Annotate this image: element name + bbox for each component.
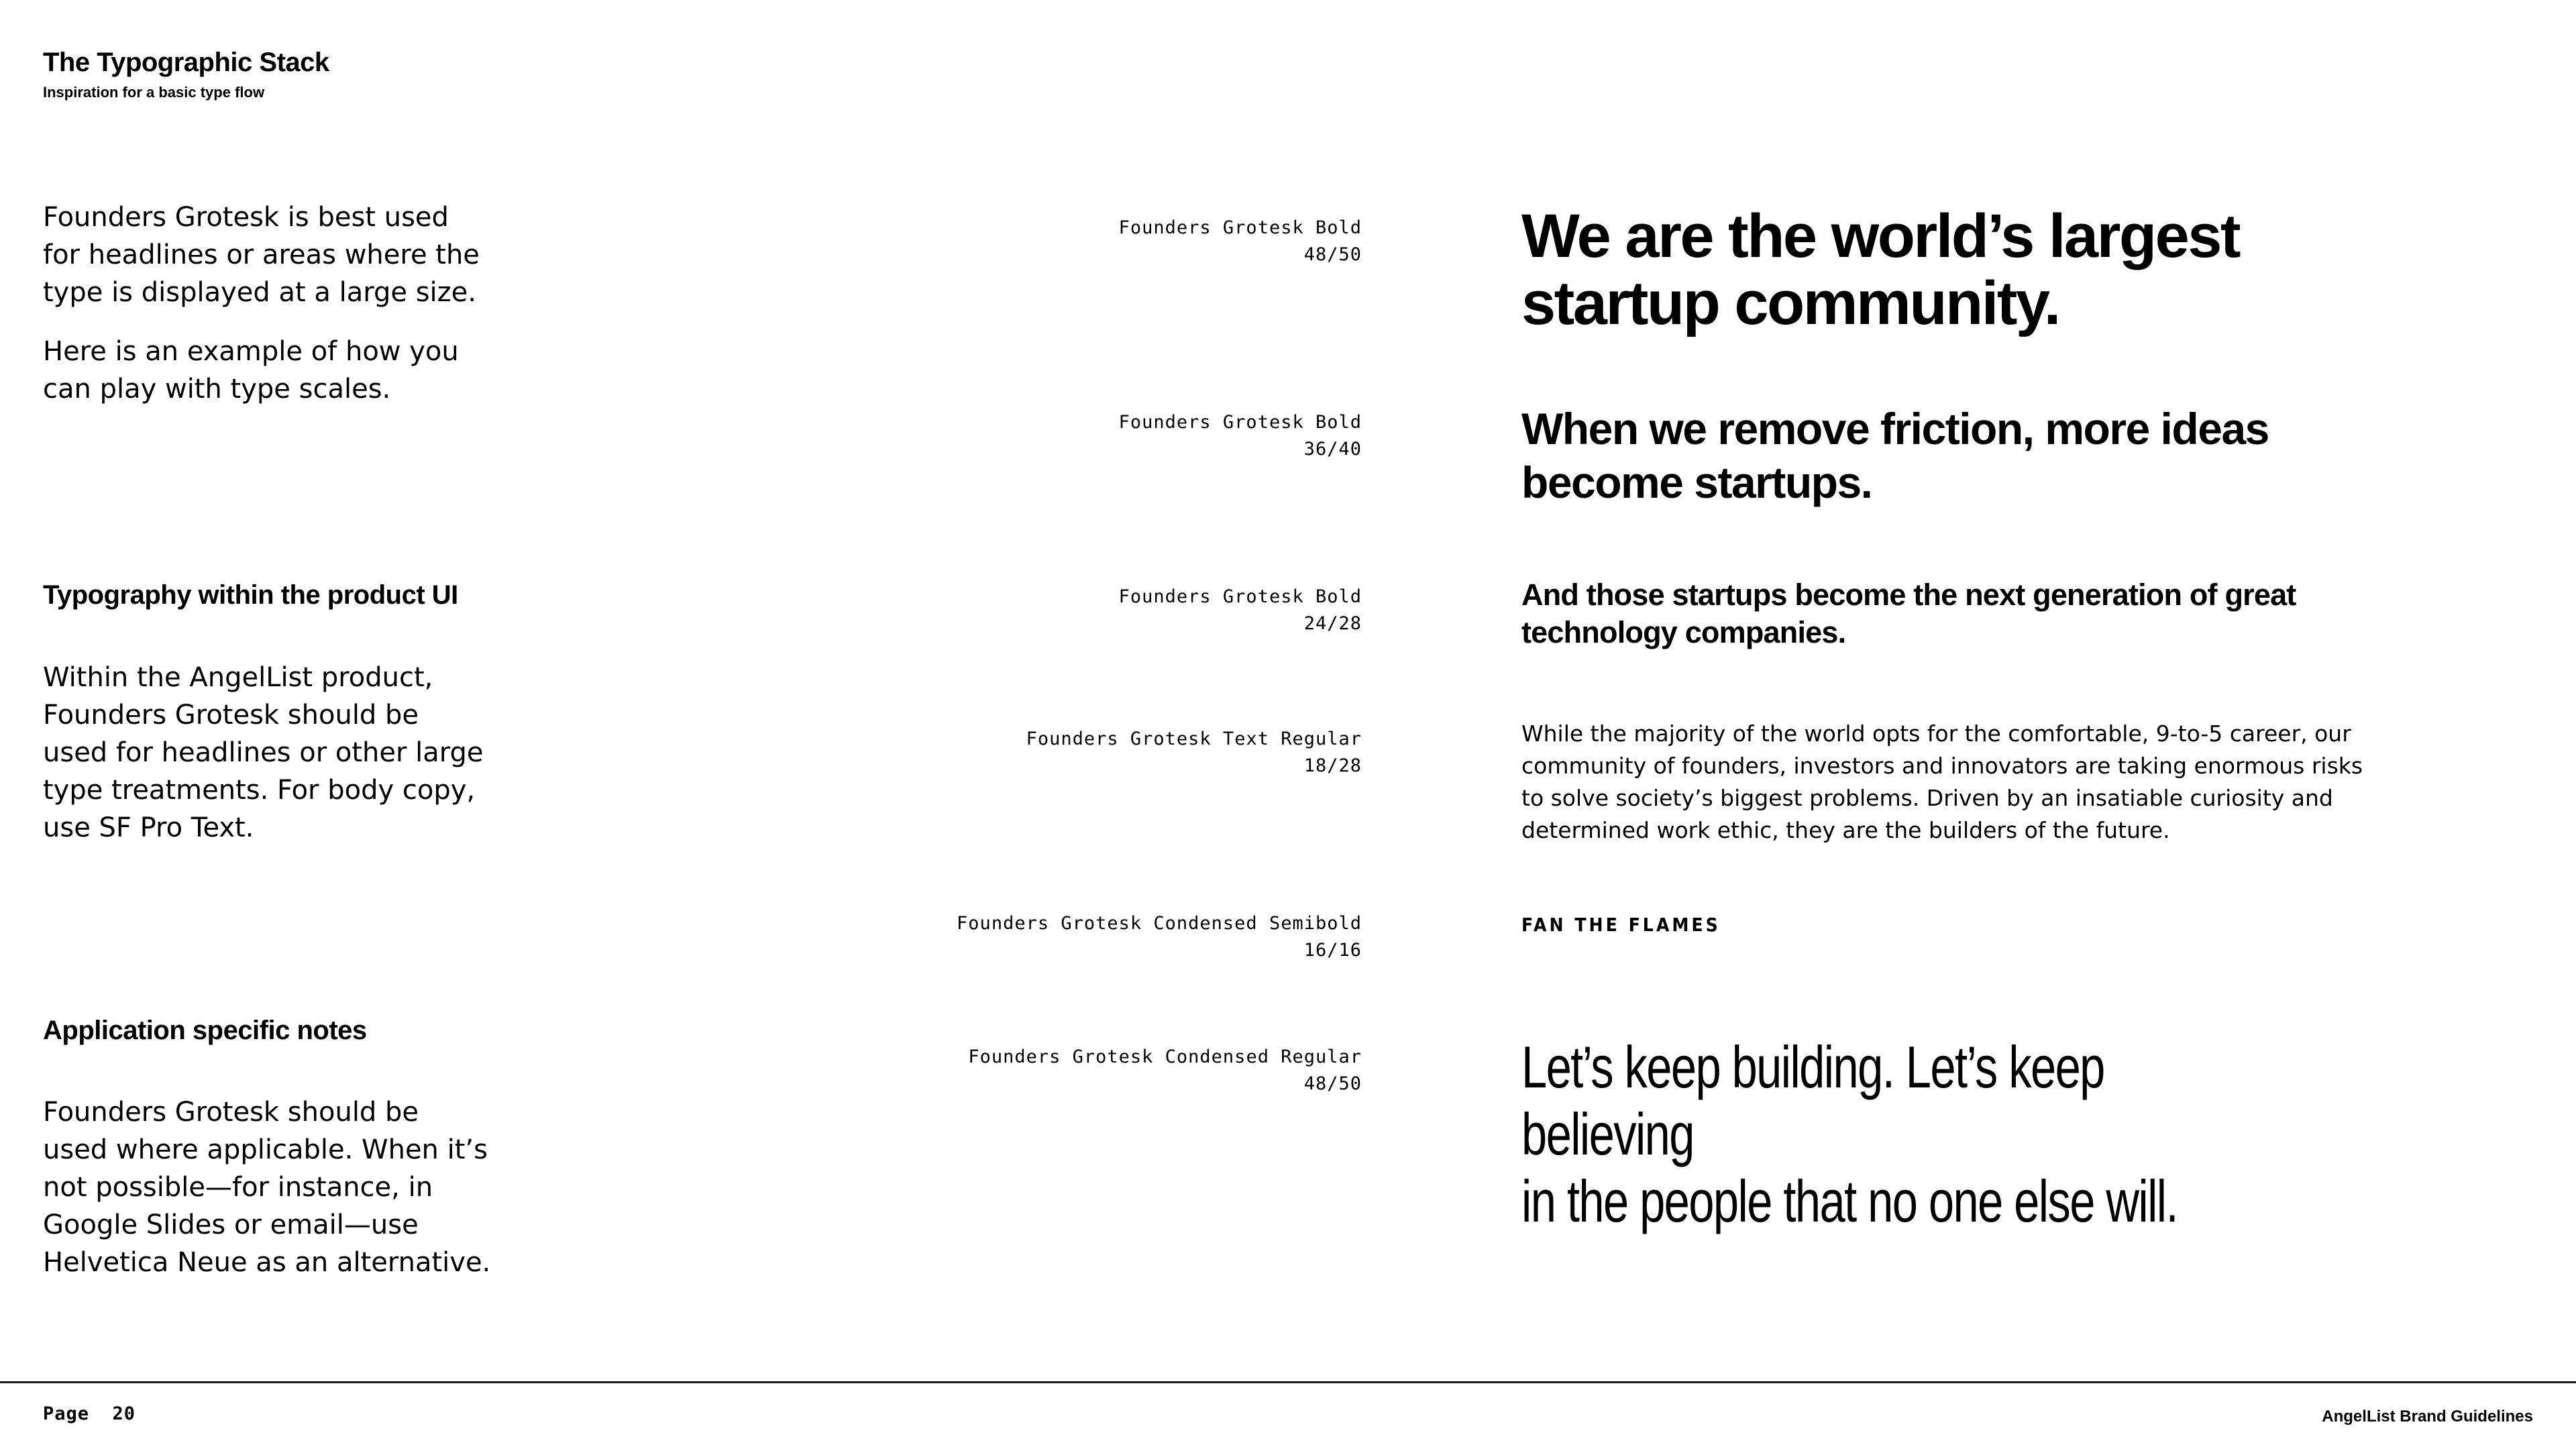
product-ui-body: Within the AngelList product, Founders Grotesk should be used for headlines or other large type treatments. For body copy, use SF Pro Text. bbox=[43, 662, 484, 843]
type-spec-headline-24 bbox=[825, 584, 1362, 637]
application-notes-body: Founders Grotesk should be used where applicable. When it’s not possible—for instance, in Google Slides or email—use Helvetica Neue as an alternative. bbox=[43, 1097, 491, 1278]
type-spec-label-16 bbox=[825, 910, 1362, 964]
product-ui-heading: Typography within the product UI bbox=[43, 580, 458, 610]
page-title: The Typographic Stack bbox=[43, 48, 329, 77]
type-spec-size: 16/16 bbox=[1303, 940, 1362, 961]
type-spec-headline-48 bbox=[825, 215, 1362, 268]
type-spec-size: 48/50 bbox=[1303, 1073, 1362, 1094]
type-spec-font: Founders Grotesk Bold bbox=[1118, 586, 1362, 607]
type-spec-size: 36/40 bbox=[1303, 439, 1362, 460]
type-spec-size: 24/28 bbox=[1303, 613, 1362, 634]
type-spec-size: 18/28 bbox=[1303, 755, 1362, 776]
page-subtitle: Inspiration for a basic type flow bbox=[43, 84, 265, 101]
intro-paragraph-1: Founders Grotesk is best used for headlines or areas where the type is displayed at a large size. bbox=[43, 202, 480, 308]
footer-divider bbox=[0, 1381, 2576, 1383]
footer-brand: AngelList Brand Guidelines bbox=[2322, 1407, 2533, 1426]
type-spec-font: Founders Grotesk Condensed Regular bbox=[968, 1046, 1362, 1067]
type-spec-condensed-48 bbox=[825, 1044, 1362, 1097]
specimen-body-18: While the majority of the world opts for the comfortable, 9-to-5 career, our community of founders, investors and innovators are taking enormous risks to solve society’s biggest problems. Driven by an insatiable curiosity and determined work ethic, they are the builders of the future. bbox=[1521, 720, 2363, 843]
type-spec-body-18 bbox=[825, 726, 1362, 780]
type-spec-font: Founders Grotesk Bold bbox=[1118, 412, 1362, 433]
specimen-label-16: FAN THE FLAMES bbox=[1521, 914, 1721, 936]
specimen-headline-24: And those startups become the next generation of great technology companies. bbox=[1521, 578, 2296, 649]
page-number: Page 20 bbox=[43, 1403, 136, 1424]
specimen-condensed-48 bbox=[1521, 1034, 2576, 1235]
type-spec-font: Founders Grotesk Bold bbox=[1118, 217, 1362, 238]
intro-paragraph-2: Here is an example of how you can play with type scales. bbox=[43, 336, 459, 405]
type-spec-size: 48/50 bbox=[1303, 244, 1362, 265]
type-spec-headline-36 bbox=[825, 409, 1362, 463]
specimen-headline-48: We are the world’s largest startup community. bbox=[1521, 202, 2240, 337]
specimen-headline-36: When we remove friction, more ideas become startups. bbox=[1521, 404, 2269, 507]
type-spec-font: Founders Grotesk Text Regular bbox=[1026, 729, 1362, 749]
application-notes-heading: Application specific notes bbox=[43, 1016, 367, 1045]
specimen-condensed-text: Let’s keep building. Let’s keep believing in the people that no one else will. bbox=[1521, 1034, 2178, 1234]
type-spec-font: Founders Grotesk Condensed Semibold bbox=[957, 913, 1362, 934]
